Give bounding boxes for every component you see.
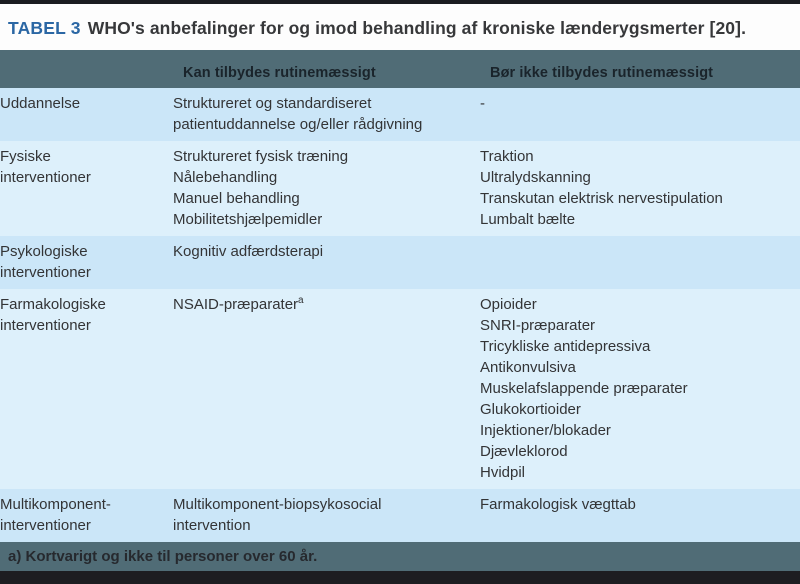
bottom-border (0, 571, 800, 584)
footnote (0, 542, 800, 571)
cell-item: Fysiske interventioner (0, 148, 91, 186)
table-label: TABEL 3 (8, 17, 81, 38)
offered-cell (173, 93, 480, 135)
cell-item: Antikonvulsiva (480, 359, 576, 376)
cell-item: Struktureret og standardiseret patientuddannelse og/eller rådgivning (173, 95, 423, 133)
category-cell (0, 93, 173, 135)
cell-item: Multikomponent-biopsykosocial intervention (173, 496, 382, 534)
offered-cell (173, 146, 480, 230)
category-cell (0, 294, 173, 483)
cell-item: Transkutan elektrisk nervestipulation (480, 190, 723, 207)
cell-item: Ultralydskanning (480, 169, 591, 186)
cell-item: Farmakologiske interventioner (0, 296, 106, 334)
cell-item: Lumbalt bælte (480, 211, 576, 228)
not-offered-cell (480, 241, 800, 283)
cell-item: Mobilitetshjælpemidler (173, 211, 323, 228)
not-offered-cell (480, 146, 800, 230)
table-row (0, 289, 800, 489)
cell-item: Multikomponent-interventioner (0, 496, 111, 534)
cell-item: Traktion (480, 148, 534, 165)
footnote-marker: a (298, 295, 304, 306)
cell-item: NSAID-præparater$^a$ (173, 295, 304, 313)
table-row (0, 141, 800, 236)
table-title (0, 4, 800, 50)
cell-item: Djævleklorod (480, 443, 568, 460)
not-offered-cell (480, 294, 800, 483)
table-row (0, 236, 800, 289)
cell-item: Farmakologisk vægttab (480, 496, 636, 513)
cell-item: Nålebehandling (173, 169, 278, 186)
offered-cell (173, 294, 480, 483)
cell-item: Tricykliske antidepressiva (480, 338, 651, 355)
cell-item: Hvidpil (480, 464, 526, 481)
category-cell (0, 146, 173, 230)
title-text: WHO's anbefalinger for og imod behandling af kroniske lænderygsmerter [20]. (87, 17, 747, 38)
table-row (0, 489, 800, 542)
footnote-text: a) Kortvarigt og ikke til personer over 60 år. (8, 548, 318, 565)
cell-item: Muskelafslappende præparater (480, 380, 688, 397)
not-offered-cell (480, 93, 800, 135)
cell-item: Uddannelse (0, 95, 81, 112)
table-row (0, 88, 800, 141)
offered-cell (173, 494, 480, 536)
cell-item: Glukokortioider (480, 401, 581, 418)
not-offered-cell (480, 494, 800, 536)
cell-item: - (480, 95, 485, 112)
column-headers (0, 50, 800, 88)
cell-item: Struktureret fysisk træning (173, 148, 349, 165)
cell-item: Injektioner/blokader (480, 422, 611, 439)
column-header-offered: Kan tilbydes rutinemæssigt (183, 65, 376, 81)
cell-item: SNRI-præparater (480, 317, 596, 334)
offered-cell (173, 241, 480, 283)
cell-item: Kognitiv adfærdsterapi (173, 243, 324, 260)
category-cell (0, 494, 173, 536)
cell-item: Opioider (480, 296, 537, 313)
cell-item: Manuel behandling (173, 190, 300, 207)
column-header-not-offered: Bør ikke tilbydes rutinemæssigt (490, 65, 714, 81)
cell-item: Psykologiske interventioner (0, 243, 91, 281)
table-body (0, 88, 800, 542)
category-cell (0, 241, 173, 283)
